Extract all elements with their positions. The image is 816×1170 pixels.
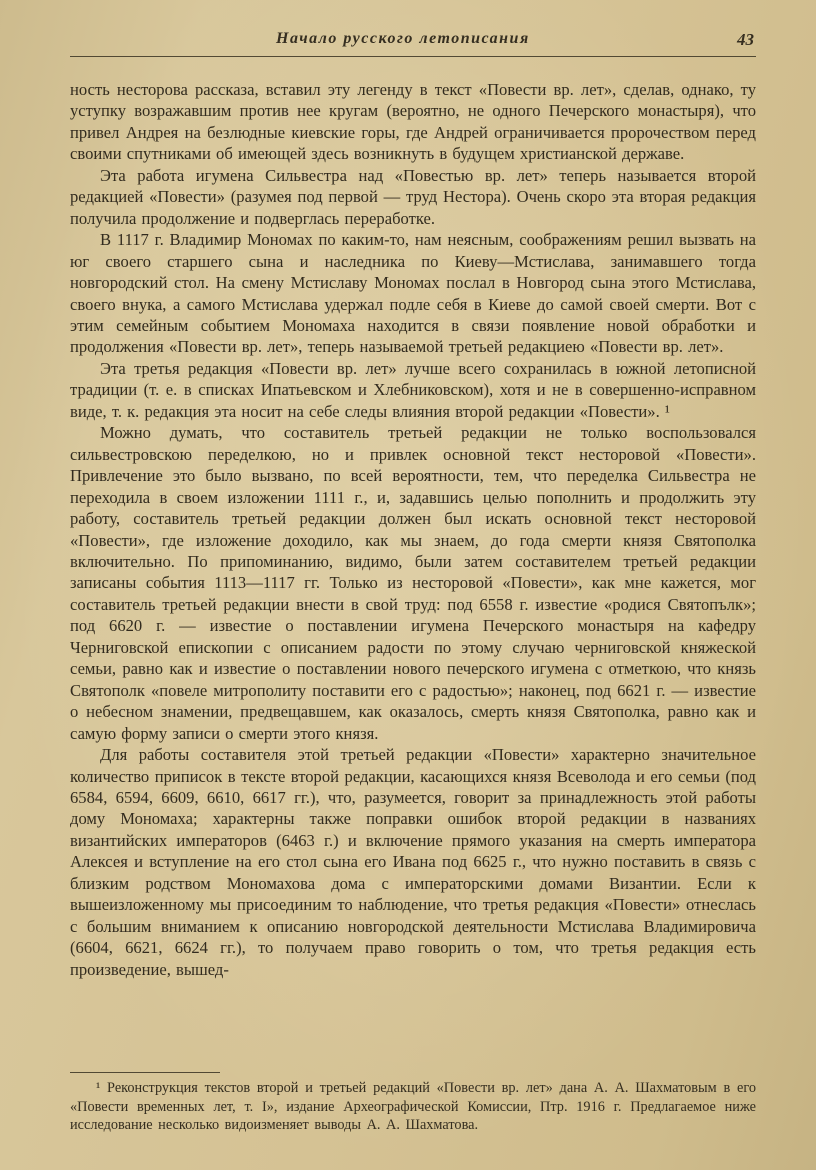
paragraph-2: Эта работа игумена Сильвестра над «Повестью вр. лет» теперь называется второй редакцией «Повести» (разумея под первой — труд Нестора). Очень скоро эта вторая редакция получила продолжение и подверглась переработке. — [70, 165, 756, 228]
paragraph-6: Для работы составителя этой третьей редакции «Повести» характерно значительное количество приписок в тексте второй редакции, касающихся князя Всеволода и его семьи (под 6584, 6594, 6609, 6610, 6617 гг.), что, разумеется, говорит за принадлежность этой работы дому Мономаха; характерны также поправки ошибок второй редакции в названиях византийских императоров (6463 г.) и включение прямого указания на смерть императора Алексея и вступление на его стол сына его Ивана под 6625 г., что нужно поставить в связь с близким родством Мономахова дома с императорскими домами Византии. Если к вышеизложенному мы присоединим то наблюдение, что третья редакция «Повести» отнеслась с большим вниманием к описанию новгородской деятельности Мстислава Владимировича (6604, 6621, 6624 гг.), то получаем право говорить о том, что третья редакция есть произведение, вышед- — [70, 745, 756, 979]
paragraph-1: ность несторова рассказа, вставил эту легенду в текст «Повести вр. лет», сделав, однако, ту уступку возражавшим против нее кругам (вероятно, не одного Печерского монастыря), что привел Андрея на безлюдные киевские горы, где Андрей ограничивается пророчеством перед своими спутниками об имеющей здесь возникнуть в будущем христианской державе. — [70, 80, 756, 164]
footnote-text: ¹ Реконструкция текстов второй и третьей редакций «Повести вр. лет» дана А. А. Шахматовым в его «Повести временных лет, т. I», издание Археографической Комиссии, Птр. 1916 г. Предлагаемое ниже исследование несколько видоизменяет выводы А. А. Шахматова. — [70, 1080, 756, 1134]
running-header-title: Начало русского летописания — [276, 30, 530, 47]
footnote-rule — [70, 1072, 220, 1073]
page-number: 43 — [737, 30, 754, 49]
text-block — [70, 30, 756, 980]
header-rule — [70, 56, 756, 57]
running-header — [70, 30, 756, 54]
body-text — [70, 79, 756, 980]
paragraph-3: В 1117 г. Владимир Мономах по каким-то, нам неясным, соображениям решил вызвать на юг своего старшего сына и наследника по Киеву—Мстислава, занимавшего тогда новгородский стол. На смену Мстиславу Мономах послал в Новгород сына этого Мстислава, своего внука, а самого Мстислава удержал подле себя в Киеве до самой своей смерти. Вот с этим семейным событием Мономаха находится в связи появление новой обработки и продолжения «Повести вр. лет», теперь называемой третьей редакциею «Повести вр. лет». — [70, 230, 756, 357]
paragraph-5: Можно думать, что составитель третьей редакции не только воспользовался сильвестровскою переделкою, но и привлек основной текст несторовой «Повести». Привлечение это было вызвано, по всей вероятности, тем, что переделка Сильвестра не переходила в своем изложении 1111 г., и, задавшись целью пополнить и продолжить эту работу, составитель третьей редакции должен был искать основной текст несторовой «Повести», где изложение доходило, как мы знаем, до года смерти князя Святополка включительно. По припоминанию, видимо, были затем составителем третьей редакции записаны события 1113—1117 гг. Только из несторовой «Повести», как мне кажется, мог составитель третьей редакции внести в свой труд: под 6558 г. известие «родися Святопълк»; под 6620 г. — известие о поставлении игумена Печерского монастыря на кафедру Черниговской епископии с описанием радости по этому случаю черниговской княжеской семьи, равно как и известие о поставлении нового печерского игумена с отметкою, что князь Святополк «повеле митрополиту поставити его с радостью»; наконец, под 6621 г. — известие о небесном знамении, предвещавшем, как оказалось, смерть князя Святополка, равно как и самую форму записи о смерти этого князя. — [70, 423, 756, 743]
footnote-section — [70, 1072, 756, 1135]
paragraph-4: Эта третья редакция «Повести вр. лет» лучше всего сохранилась в южной летописной традиции (т. е. в списках Ипатьевском и Хлебниковском), хотя и не в совершенно-исправном виде, т. к. редакция эта носит на себе следы влияния второй редакции «Повести». ¹ — [70, 358, 756, 421]
